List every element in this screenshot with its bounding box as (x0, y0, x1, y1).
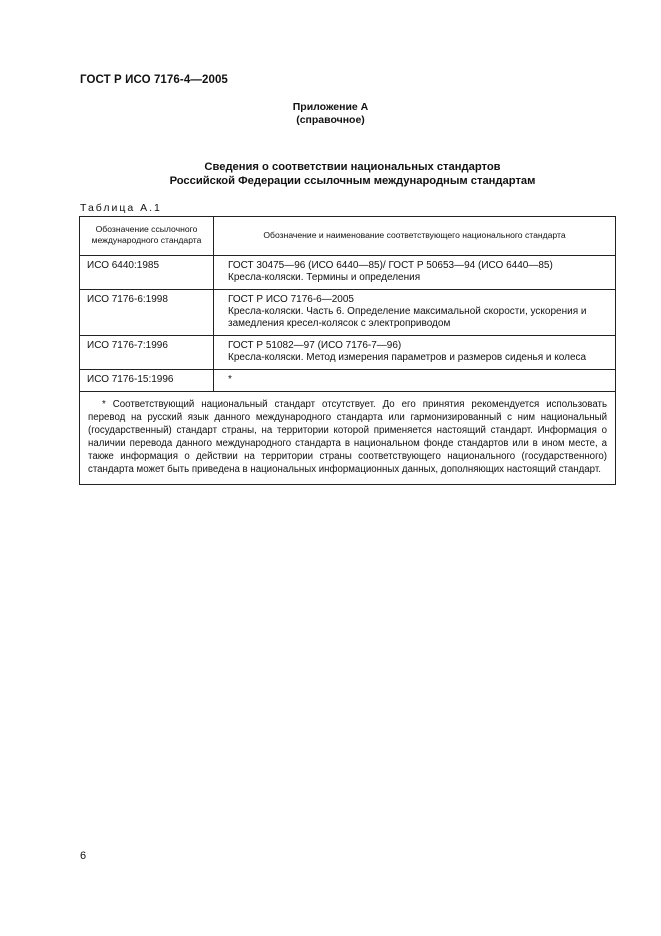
column-header-national: Обозначение и наименование соответствующего национального стандарта (214, 217, 616, 256)
page-number: 6 (80, 850, 87, 862)
table-footnote-row (80, 392, 616, 485)
national-standard-name: Кресла-коляски. Часть 6. Определение максимальной скорости, ускорения и замедления кресел-колясок с электроприводом (228, 306, 587, 329)
column-header-international: Обозначение ссылочного международного стандарта (80, 217, 214, 256)
national-standard-code: * (228, 374, 232, 385)
national-standard-cell (214, 370, 616, 392)
national-standard-code: ГОСТ Р 51082—97 (ИСО 7176-7—96) (228, 340, 402, 351)
section-title (0, 160, 661, 188)
table-row (80, 290, 616, 336)
table-caption: Таблица А.1 (80, 202, 162, 214)
national-standard-code: ГОСТ 30475—96 (ИСО 6440—85)/ ГОСТ Р 50653—94 (ИСО 6440—85) (228, 260, 553, 271)
footnote-text: Соответствующий национальный стандарт отсутствует. До его принятия рекомендуется использовать перевод на русский язык данного международного стандарта или гармонизированный с ним национальный (государственный) стандарт страны, на территории которой применяется настоящий стандарт. Информация о наличии перевода данного международного стандарта в национальном фонде стандартов или в ином месте, а также информация о действии на территории страны соответствующего национального (государственного) стандарта может быть приведена в национальных информационных данных, дополняющих настоящий стандарт. (88, 399, 607, 475)
section-title-line-2: Российской Федерации ссылочным международным стандартам (169, 175, 536, 187)
table-row (80, 370, 616, 392)
appendix-heading (0, 101, 661, 127)
national-standard-cell (214, 336, 616, 370)
standards-correspondence-table (79, 216, 616, 485)
table-footnote (80, 392, 616, 485)
table-header-row (80, 217, 616, 256)
document-code-header: ГОСТ Р ИСО 7176-4—2005 (80, 74, 228, 86)
international-standard-cell: ИСО 7176-15:1996 (80, 370, 214, 392)
international-standard-cell: ИСО 7176-6:1998 (80, 290, 214, 336)
national-standard-name: Кресла-коляски. Метод измерения параметров и размеров сиденья и колеса (228, 352, 587, 363)
national-standard-cell (214, 290, 616, 336)
table-row (80, 256, 616, 290)
table-row (80, 336, 616, 370)
international-standard-cell: ИСО 7176-7:1996 (80, 336, 214, 370)
appendix-subtitle: (справочное) (296, 114, 365, 126)
national-standard-code: ГОСТ Р ИСО 7176-6—2005 (228, 294, 354, 305)
footnote-mark: * (102, 399, 106, 410)
section-title-line-1: Сведения о соответствии национальных стандартов (204, 161, 501, 173)
appendix-title: Приложение А (292, 101, 369, 113)
national-standard-name: Кресла-коляски. Термины и определения (228, 272, 421, 283)
international-standard-cell: ИСО 6440:1985 (80, 256, 214, 290)
national-standard-cell (214, 256, 616, 290)
